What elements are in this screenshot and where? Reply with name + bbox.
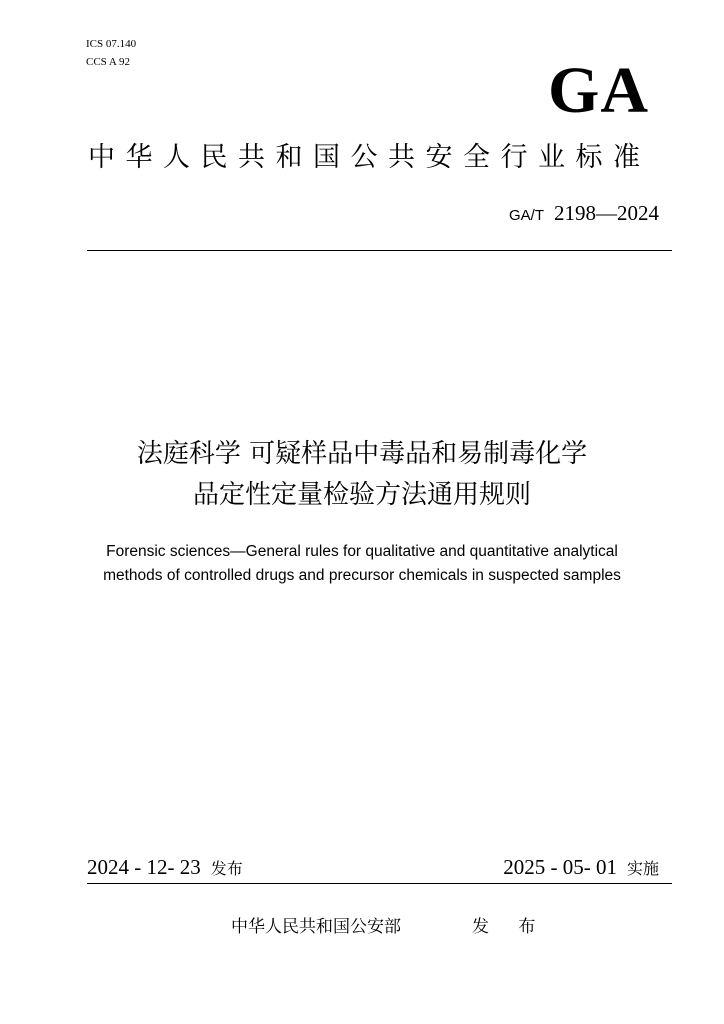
implement-date-block (503, 853, 659, 883)
issue-date: 2024 - 12- 23 (87, 855, 201, 879)
standard-code-number: 2198—2024 (554, 201, 659, 225)
document-title-en-line2: methods of controlled drugs and precursor chemicals in suspected samples (103, 567, 621, 584)
top-divider (87, 250, 672, 251)
issuer-name: 中华人民共和国公安部 (231, 917, 401, 937)
implement-date: 2025 - 05- 01 (503, 855, 617, 879)
ics-code: ICS 07.140 (86, 38, 137, 50)
standard-code-prefix: GA/T (508, 207, 544, 224)
document-title-cn-line1: 法庭科学 可疑样品中毒品和易制毒化学 (136, 439, 588, 469)
issuer-action: 发 布 (472, 917, 548, 937)
document-title-en-line1: Forensic sciences—General rules for qualitative and quantitative analytical (106, 543, 618, 560)
issue-label: 发布 (210, 859, 243, 878)
bottom-divider (87, 883, 672, 884)
standard-category-title: 中华人民共和国公共安全行业标准 (88, 142, 651, 173)
implement-label: 实施 (626, 859, 659, 878)
ccs-code: CCS A 92 (86, 56, 131, 68)
issue-date-block (87, 853, 243, 883)
document-title-cn-line2: 品定性定量检验方法通用规则 (192, 480, 531, 510)
ga-logo: GA (548, 54, 649, 127)
standard-code (509, 200, 659, 229)
